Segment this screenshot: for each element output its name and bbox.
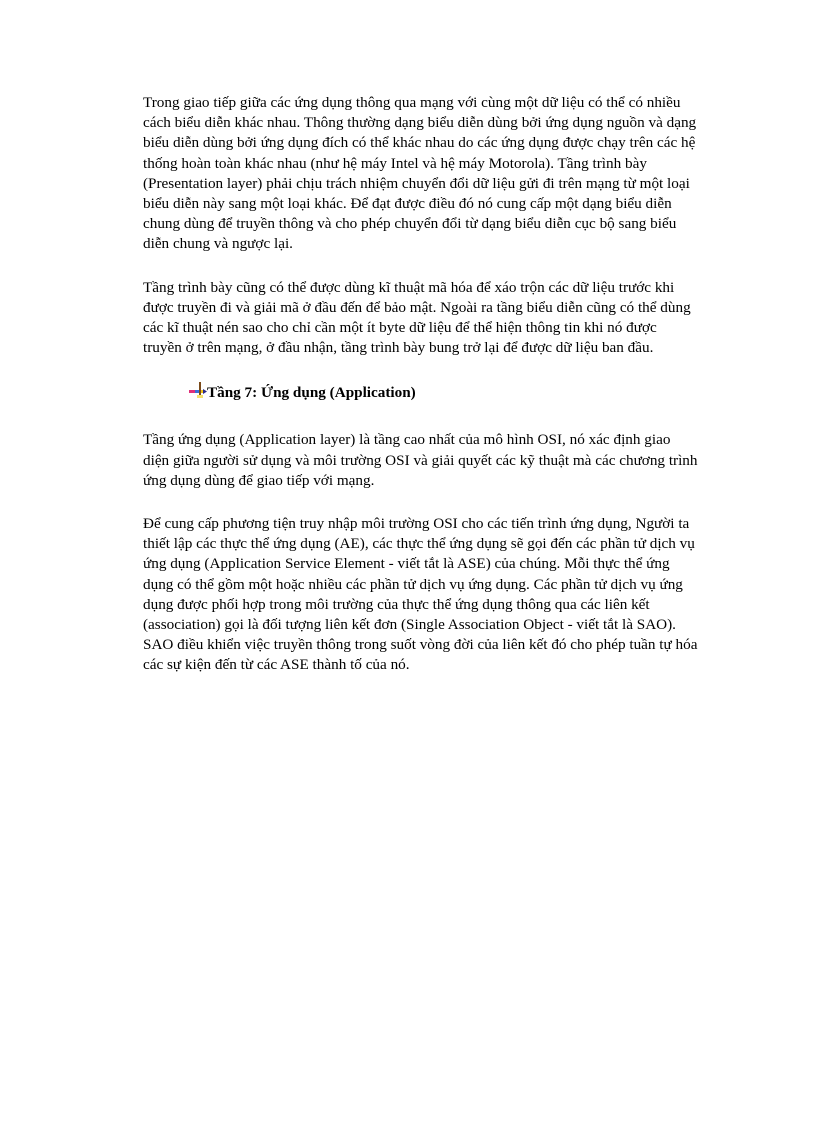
text-line: các sự kiện đến từ các ASE thành tố của nó. xyxy=(143,656,410,674)
text-line: diễn chung và ngược lại. xyxy=(143,235,293,253)
text-line: Tầng trình bày cũng có thể được dùng kĩ thuật mã hóa để xáo trộn các dữ liệu trước khi xyxy=(143,278,675,296)
text-line: diện giữa người sử dụng và môi trường OSI và giải quyết các kỹ thuật mà các chương trình xyxy=(143,451,698,469)
text-line: thống hoàn toàn khác nhau (như hệ máy Intel và hệ máy Motorola). Tầng trình bày xyxy=(143,154,647,172)
text-line: SAO điều khiển việc truyền thông trong suốt vòng đời của liên kết đó cho phép tuần tự hóa xyxy=(143,636,698,654)
text-line: dụng có thể gồm một hoặc nhiều các phần tử dịch vụ ứng dụng. Các phần tử dịch vụ ứng xyxy=(143,575,683,593)
section-heading-layer-7 xyxy=(143,381,698,405)
text-line: biểu diễn dùng bởi ứng dụng đích có thể khác nhau do các ứng dụng được chạy trên các hệ xyxy=(143,134,696,152)
text-line: (Presentation layer) phải chịu trách nhiệm chuyển đổi dữ liệu gửi đi trên mạng từ một loại xyxy=(143,174,690,192)
text-line: biểu diễn này sang một loại khác. Để đạt được điều đó nó cung cấp một dạng biểu diễn xyxy=(143,195,672,213)
text-line: truyền ở trên mạng, ở đầu nhận, tầng trình bày bung trở lại để được dữ liệu ban đầu. xyxy=(143,339,654,357)
paragraph-presentation-encryption xyxy=(143,278,698,359)
text-line: cách biểu diễn khác nhau. Thông thường dạng biểu diễn dùng bởi ứng dụng nguồn và dạng xyxy=(143,114,697,132)
paragraph-application-intro xyxy=(143,430,698,491)
bullet-arrow-icon xyxy=(188,381,208,401)
text-line: thiết lập các thực thể ứng dụng (AE), các thực thể ứng dụng sẽ gọi đến các phần tử dịch vụ xyxy=(143,535,695,553)
text-line: (association) gọi là đối tượng liên kết đơn (Single Association Object - viết tắt là SAO). xyxy=(143,616,676,634)
text-line: các kĩ thuật nén sao cho chỉ cần một ít byte dữ liệu để thể hiện thông tin khi nó được xyxy=(143,319,657,337)
heading-text: Tầng 7: Ứng dụng (Application) xyxy=(207,384,416,402)
text-line: dụng được phối hợp trong môi trường của thực thể ứng dụng thông qua các liên kết xyxy=(143,595,650,613)
text-line: Trong giao tiếp giữa các ứng dụng thông qua mạng với cùng một dữ liệu có thể có nhiều xyxy=(143,94,681,111)
document-page xyxy=(143,93,698,699)
text-line: Tầng ứng dụng (Application layer) là tầng cao nhất của mô hình OSI, nó xác định giao xyxy=(143,431,671,449)
paragraph-application-entities xyxy=(143,514,698,676)
text-line: Để cung cấp phương tiện truy nhập môi trường OSI cho các tiến trình ứng dụng, Người ta xyxy=(143,515,690,533)
text-line: ứng dụng (Application Service Element - viết tắt là ASE) của chúng. Mỗi thực thể ứng xyxy=(143,555,670,573)
text-line: được truyền đi và giải mã ở đầu đến để bảo mật. Ngoài ra tầng biểu diễn cũng có thể dùng xyxy=(143,298,691,316)
text-line: ứng dụng dùng để giao tiếp với mạng. xyxy=(143,471,375,489)
text-line: chung dùng để truyền thông và cho phép chuyển đổi từ dạng biểu diễn cục bộ sang biểu xyxy=(143,215,677,233)
paragraph-presentation-intro xyxy=(143,93,698,255)
